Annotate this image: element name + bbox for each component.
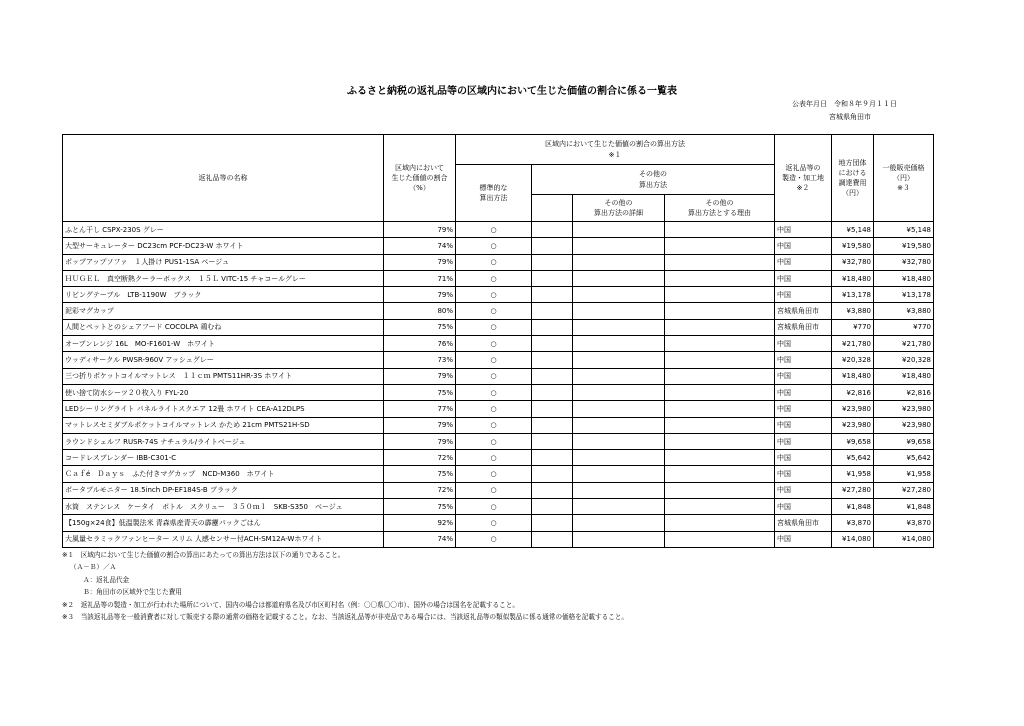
row-cost-cell: ¥19,580 xyxy=(832,238,874,254)
row-name-cell: コードレスブレンダー IBB-C301-C xyxy=(63,450,384,466)
row-origin-cell: 中国 xyxy=(775,384,832,400)
row-standard-method-cell: ○ xyxy=(456,401,532,417)
row-other-detail-cell xyxy=(573,450,665,466)
row-name-cell: ふとん干し CSPX-230S グレー xyxy=(63,222,384,238)
table-row xyxy=(63,531,934,547)
table-row xyxy=(63,222,934,238)
row-empty-cell xyxy=(532,222,573,238)
row-cost-cell: ¥9,658 xyxy=(832,433,874,449)
header-other-reason: その他の 算出方法とする理由 xyxy=(665,195,775,222)
row-price-cell: ¥27,280 xyxy=(874,482,934,498)
row-name-cell: 使い捨て防水シーツ２０枚入り FYL-20 xyxy=(63,384,384,400)
row-standard-method-cell: ○ xyxy=(456,433,532,449)
row-origin-cell: 宮城県角田市 xyxy=(775,303,832,319)
row-cost-cell: ¥14,080 xyxy=(832,531,874,547)
row-empty-cell xyxy=(532,433,573,449)
row-standard-method-cell: ○ xyxy=(456,336,532,352)
row-other-detail-cell xyxy=(573,482,665,498)
row-ratio-cell: 92% xyxy=(384,515,456,531)
table-row xyxy=(63,401,934,417)
page-title: ふるさと納税の返礼品等の区域内において生じた価値の割合に係る一覧表 xyxy=(347,86,677,97)
row-cost-cell: ¥32,780 xyxy=(832,254,874,270)
row-name-cell: ポップアップソファ １人掛け PUS1-1SA ベージュ xyxy=(63,254,384,270)
row-origin-cell: 宮城県角田市 xyxy=(775,515,832,531)
note-2: ※２ 返礼品等の製造・加工が行われた場所について、国内の場合は都道府県名及び市区町村名（例：〇〇県〇〇市）、国外の場合は国名を記載すること。 xyxy=(62,600,519,609)
row-standard-method-cell: ○ xyxy=(456,531,532,547)
note-3: ※３ 当該返礼品等を一般消費者に対して販売する際の通常の価格を記載すること。なお、当該返礼品等が非売品である場合には、当該返礼品等の類似製品に係る通常の価格を記載すること。 xyxy=(62,613,628,622)
row-other-detail-cell xyxy=(573,384,665,400)
row-empty-cell xyxy=(532,531,573,547)
row-origin-cell: 中国 xyxy=(775,531,832,547)
row-empty-cell xyxy=(532,482,573,498)
row-cost-cell: ¥18,480 xyxy=(832,270,874,286)
header-other-detail: その他の 算出方法の詳細 xyxy=(573,195,665,222)
row-ratio-cell: 76% xyxy=(384,336,456,352)
row-price-cell: ¥21,780 xyxy=(874,336,934,352)
row-other-reason-cell xyxy=(665,336,775,352)
row-other-reason-cell xyxy=(665,531,775,547)
row-price-cell: ¥18,480 xyxy=(874,270,934,286)
row-standard-method-cell: ○ xyxy=(456,482,532,498)
row-standard-method-cell: ○ xyxy=(456,466,532,482)
row-price-cell: ¥770 xyxy=(874,319,934,335)
row-name-cell: 【150g×24食】低温製法米 青森県産青天の霹靂パックごはん xyxy=(63,515,384,531)
table-row xyxy=(63,515,934,531)
row-name-cell: 大型サーキュレーター DC23cm PCF-DC23-W ホワイト xyxy=(63,238,384,254)
table-row xyxy=(63,499,934,515)
row-standard-method-cell: ○ xyxy=(456,238,532,254)
row-origin-cell: 中国 xyxy=(775,222,832,238)
row-name-cell: オーブンレンジ 16L MO-F1601-W ホワイト xyxy=(63,336,384,352)
table-row xyxy=(63,368,934,384)
header-empty-cell xyxy=(532,195,573,222)
row-origin-cell: 中国 xyxy=(775,482,832,498)
row-other-detail-cell xyxy=(573,433,665,449)
row-empty-cell xyxy=(532,450,573,466)
row-standard-method-cell: ○ xyxy=(456,222,532,238)
header-price: 一般販売価格 （円） ※３ xyxy=(874,135,934,222)
row-ratio-cell: 75% xyxy=(384,319,456,335)
row-origin-cell: 中国 xyxy=(775,287,832,303)
row-origin-cell: 中国 xyxy=(775,238,832,254)
row-empty-cell xyxy=(532,238,573,254)
row-other-reason-cell xyxy=(665,499,775,515)
header-other-method: その他の 算出方法 xyxy=(532,165,775,195)
note-formula-b: Ｂ：角田市の区域外で生じた費用 xyxy=(83,588,182,597)
row-price-cell: ¥3,880 xyxy=(874,303,934,319)
return-gift-table xyxy=(62,134,934,548)
row-origin-cell: 中国 xyxy=(775,352,832,368)
row-origin-cell: 中国 xyxy=(775,466,832,482)
row-other-detail-cell xyxy=(573,238,665,254)
row-empty-cell xyxy=(532,254,573,270)
row-origin-cell: 中国 xyxy=(775,254,832,270)
row-other-reason-cell xyxy=(665,287,775,303)
row-cost-cell: ¥21,780 xyxy=(832,336,874,352)
row-ratio-cell: 72% xyxy=(384,482,456,498)
row-price-cell: ¥18,480 xyxy=(874,368,934,384)
row-name-cell: ＨＵＧＥＬ 真空断熱クーラーボックス １５Ｌ VITC-15 チャコールグレー xyxy=(63,270,384,286)
row-other-detail-cell xyxy=(573,368,665,384)
table-row xyxy=(63,238,934,254)
header-name: 返礼品等の名称 xyxy=(63,135,384,222)
table-row xyxy=(63,303,934,319)
header-origin: 返礼品等の 製造・加工地 ※２ xyxy=(775,135,832,222)
row-name-cell: ラウンドシェルフ RUSR-74S ナチュラル/ライトベージュ xyxy=(63,433,384,449)
row-other-reason-cell xyxy=(665,352,775,368)
row-price-cell: ¥20,328 xyxy=(874,352,934,368)
row-price-cell: ¥2,816 xyxy=(874,384,934,400)
row-price-cell: ¥5,148 xyxy=(874,222,934,238)
row-ratio-cell: 75% xyxy=(384,384,456,400)
row-empty-cell xyxy=(532,401,573,417)
row-empty-cell xyxy=(532,515,573,531)
header-standard-method: 標準的な 算出方法 xyxy=(456,165,532,222)
row-empty-cell xyxy=(532,270,573,286)
row-other-detail-cell xyxy=(573,417,665,433)
row-empty-cell xyxy=(532,384,573,400)
row-price-cell: ¥13,178 xyxy=(874,287,934,303)
row-name-cell: Ｃａｆé Ｄａｙｓ ふた付きマグカップ NCD-M360 ホワイト xyxy=(63,466,384,482)
row-ratio-cell: 74% xyxy=(384,238,456,254)
note-1: ※１ 区域内において生じた価値の割合の算出にあたっての算出方法は以下の通りであること。 xyxy=(62,551,345,559)
row-empty-cell xyxy=(532,499,573,515)
row-other-reason-cell xyxy=(665,466,775,482)
row-empty-cell xyxy=(532,368,573,384)
row-price-cell: ¥23,980 xyxy=(874,401,934,417)
row-other-detail-cell xyxy=(573,515,665,531)
row-standard-method-cell: ○ xyxy=(456,368,532,384)
row-price-cell: ¥32,780 xyxy=(874,254,934,270)
row-empty-cell xyxy=(532,466,573,482)
row-cost-cell: ¥3,870 xyxy=(832,515,874,531)
row-standard-method-cell: ○ xyxy=(456,303,532,319)
row-price-cell: ¥3,870 xyxy=(874,515,934,531)
publication-date: 公表年月日 令和８年９月１１日 xyxy=(792,100,897,108)
table-row xyxy=(63,352,934,368)
row-other-reason-cell xyxy=(665,401,775,417)
row-empty-cell xyxy=(532,319,573,335)
row-standard-method-cell: ○ xyxy=(456,270,532,286)
row-cost-cell: ¥5,642 xyxy=(832,450,874,466)
note-formula-a: Ａ：返礼品代金 xyxy=(83,575,130,584)
row-other-detail-cell xyxy=(573,254,665,270)
table-body xyxy=(63,222,934,548)
row-name-cell: ウッディサークル PWSR-960V アッシュグレー xyxy=(63,352,384,368)
row-other-detail-cell xyxy=(573,352,665,368)
row-name-cell: マットレスセミダブルポケットコイルマットレス かため 21cm PMTS21H-SD xyxy=(63,417,384,433)
row-empty-cell xyxy=(532,417,573,433)
row-ratio-cell: 79% xyxy=(384,417,456,433)
table-row xyxy=(63,287,934,303)
row-cost-cell: ¥13,178 xyxy=(832,287,874,303)
row-ratio-cell: 79% xyxy=(384,433,456,449)
row-name-cell: 泥彩マグカップ xyxy=(63,303,384,319)
row-ratio-cell: 72% xyxy=(384,450,456,466)
row-other-detail-cell xyxy=(573,303,665,319)
row-standard-method-cell: ○ xyxy=(456,319,532,335)
row-standard-method-cell: ○ xyxy=(456,254,532,270)
row-other-reason-cell xyxy=(665,417,775,433)
row-other-detail-cell xyxy=(573,531,665,547)
table-row xyxy=(63,466,934,482)
row-other-detail-cell xyxy=(573,499,665,515)
table-row xyxy=(63,254,934,270)
row-empty-cell xyxy=(532,303,573,319)
row-name-cell: ポータブルモニター 18.5inch DP-EF184S-B ブラック xyxy=(63,482,384,498)
row-origin-cell: 中国 xyxy=(775,270,832,286)
row-other-reason-cell xyxy=(665,515,775,531)
row-standard-method-cell: ○ xyxy=(456,499,532,515)
row-name-cell: 大風量セラミックファンヒーター スリム 人感センサー付ACH-SM12A-Wホワイト xyxy=(63,531,384,547)
row-other-reason-cell xyxy=(665,222,775,238)
row-other-detail-cell xyxy=(573,222,665,238)
row-cost-cell: ¥23,980 xyxy=(832,401,874,417)
table-row xyxy=(63,336,934,352)
row-ratio-cell: 77% xyxy=(384,401,456,417)
row-ratio-cell: 73% xyxy=(384,352,456,368)
row-origin-cell: 中国 xyxy=(775,417,832,433)
row-other-reason-cell xyxy=(665,238,775,254)
row-cost-cell: ¥1,958 xyxy=(832,466,874,482)
row-cost-cell: ¥5,148 xyxy=(832,222,874,238)
row-price-cell: ¥23,980 xyxy=(874,417,934,433)
row-ratio-cell: 80% xyxy=(384,303,456,319)
row-cost-cell: ¥27,280 xyxy=(832,482,874,498)
row-standard-method-cell: ○ xyxy=(456,352,532,368)
row-other-reason-cell xyxy=(665,270,775,286)
row-standard-method-cell: ○ xyxy=(456,515,532,531)
row-other-reason-cell xyxy=(665,384,775,400)
row-origin-cell: 中国 xyxy=(775,499,832,515)
row-other-reason-cell xyxy=(665,254,775,270)
row-price-cell: ¥14,080 xyxy=(874,531,934,547)
row-other-detail-cell xyxy=(573,270,665,286)
row-ratio-cell: 75% xyxy=(384,499,456,515)
row-cost-cell: ¥23,980 xyxy=(832,417,874,433)
row-origin-cell: 中国 xyxy=(775,433,832,449)
table-row xyxy=(63,270,934,286)
row-price-cell: ¥9,658 xyxy=(874,433,934,449)
row-price-cell: ¥1,848 xyxy=(874,499,934,515)
table-row xyxy=(63,417,934,433)
row-empty-cell xyxy=(532,352,573,368)
header-cost: 地方団体 における 調達費用 （円） xyxy=(832,135,874,222)
row-other-reason-cell xyxy=(665,450,775,466)
row-name-cell: リビングテーブル LTB-1190W ブラック xyxy=(63,287,384,303)
row-other-detail-cell xyxy=(573,319,665,335)
table-row xyxy=(63,482,934,498)
row-standard-method-cell: ○ xyxy=(456,450,532,466)
row-origin-cell: 中国 xyxy=(775,368,832,384)
row-empty-cell xyxy=(532,336,573,352)
row-name-cell: 三つ折りポケットコイルマットレス １１ｃｍ PMTS11HR-3S ホワイト xyxy=(63,368,384,384)
row-price-cell: ¥1,958 xyxy=(874,466,934,482)
note-formula: （Ａ－Ｂ）／Ａ xyxy=(70,563,117,572)
row-ratio-cell: 71% xyxy=(384,270,456,286)
row-origin-cell: 中国 xyxy=(775,450,832,466)
row-ratio-cell: 79% xyxy=(384,254,456,270)
row-name-cell: 人間とペットとのシェアフード COCOLPA 鶏むね xyxy=(63,319,384,335)
row-cost-cell: ¥3,880 xyxy=(832,303,874,319)
row-origin-cell: 中国 xyxy=(775,401,832,417)
row-other-detail-cell xyxy=(573,466,665,482)
row-cost-cell: ¥770 xyxy=(832,319,874,335)
row-name-cell: 水筒 ステンレス ケータイ ボトル スクリュー ３５０ｍｌ SKB-S350 ベージュ xyxy=(63,499,384,515)
row-price-cell: ¥5,642 xyxy=(874,450,934,466)
row-ratio-cell: 74% xyxy=(384,531,456,547)
table-row xyxy=(63,384,934,400)
row-standard-method-cell: ○ xyxy=(456,384,532,400)
header-ratio: 区域内において 生じた価値の割合 （%） xyxy=(384,135,456,222)
table-row xyxy=(63,433,934,449)
row-cost-cell: ¥2,816 xyxy=(832,384,874,400)
row-other-reason-cell xyxy=(665,319,775,335)
row-other-detail-cell xyxy=(573,336,665,352)
row-standard-method-cell: ○ xyxy=(456,287,532,303)
row-ratio-cell: 75% xyxy=(384,466,456,482)
row-other-reason-cell xyxy=(665,433,775,449)
table-row xyxy=(63,450,934,466)
row-other-reason-cell xyxy=(665,482,775,498)
row-origin-cell: 中国 xyxy=(775,336,832,352)
footnotes xyxy=(62,549,628,623)
row-standard-method-cell: ○ xyxy=(456,417,532,433)
row-ratio-cell: 79% xyxy=(384,368,456,384)
row-other-detail-cell xyxy=(573,287,665,303)
row-ratio-cell: 79% xyxy=(384,287,456,303)
row-price-cell: ¥19,580 xyxy=(874,238,934,254)
row-cost-cell: ¥18,480 xyxy=(832,368,874,384)
row-cost-cell: ¥20,328 xyxy=(832,352,874,368)
header-method: 区域内において生じた価値の割合の算出方法 ※１ xyxy=(456,135,775,165)
municipality-name: 宮城県角田市 xyxy=(829,113,871,121)
row-ratio-cell: 79% xyxy=(384,222,456,238)
row-cost-cell: ¥1,848 xyxy=(832,499,874,515)
row-origin-cell: 宮城県角田市 xyxy=(775,319,832,335)
row-empty-cell xyxy=(532,287,573,303)
row-other-reason-cell xyxy=(665,368,775,384)
table-row xyxy=(63,319,934,335)
row-other-reason-cell xyxy=(665,303,775,319)
row-name-cell: LEDシーリングライト パネルライトスクエア 12畳 ホワイト CEA-A12DLPS xyxy=(63,401,384,417)
row-other-detail-cell xyxy=(573,401,665,417)
